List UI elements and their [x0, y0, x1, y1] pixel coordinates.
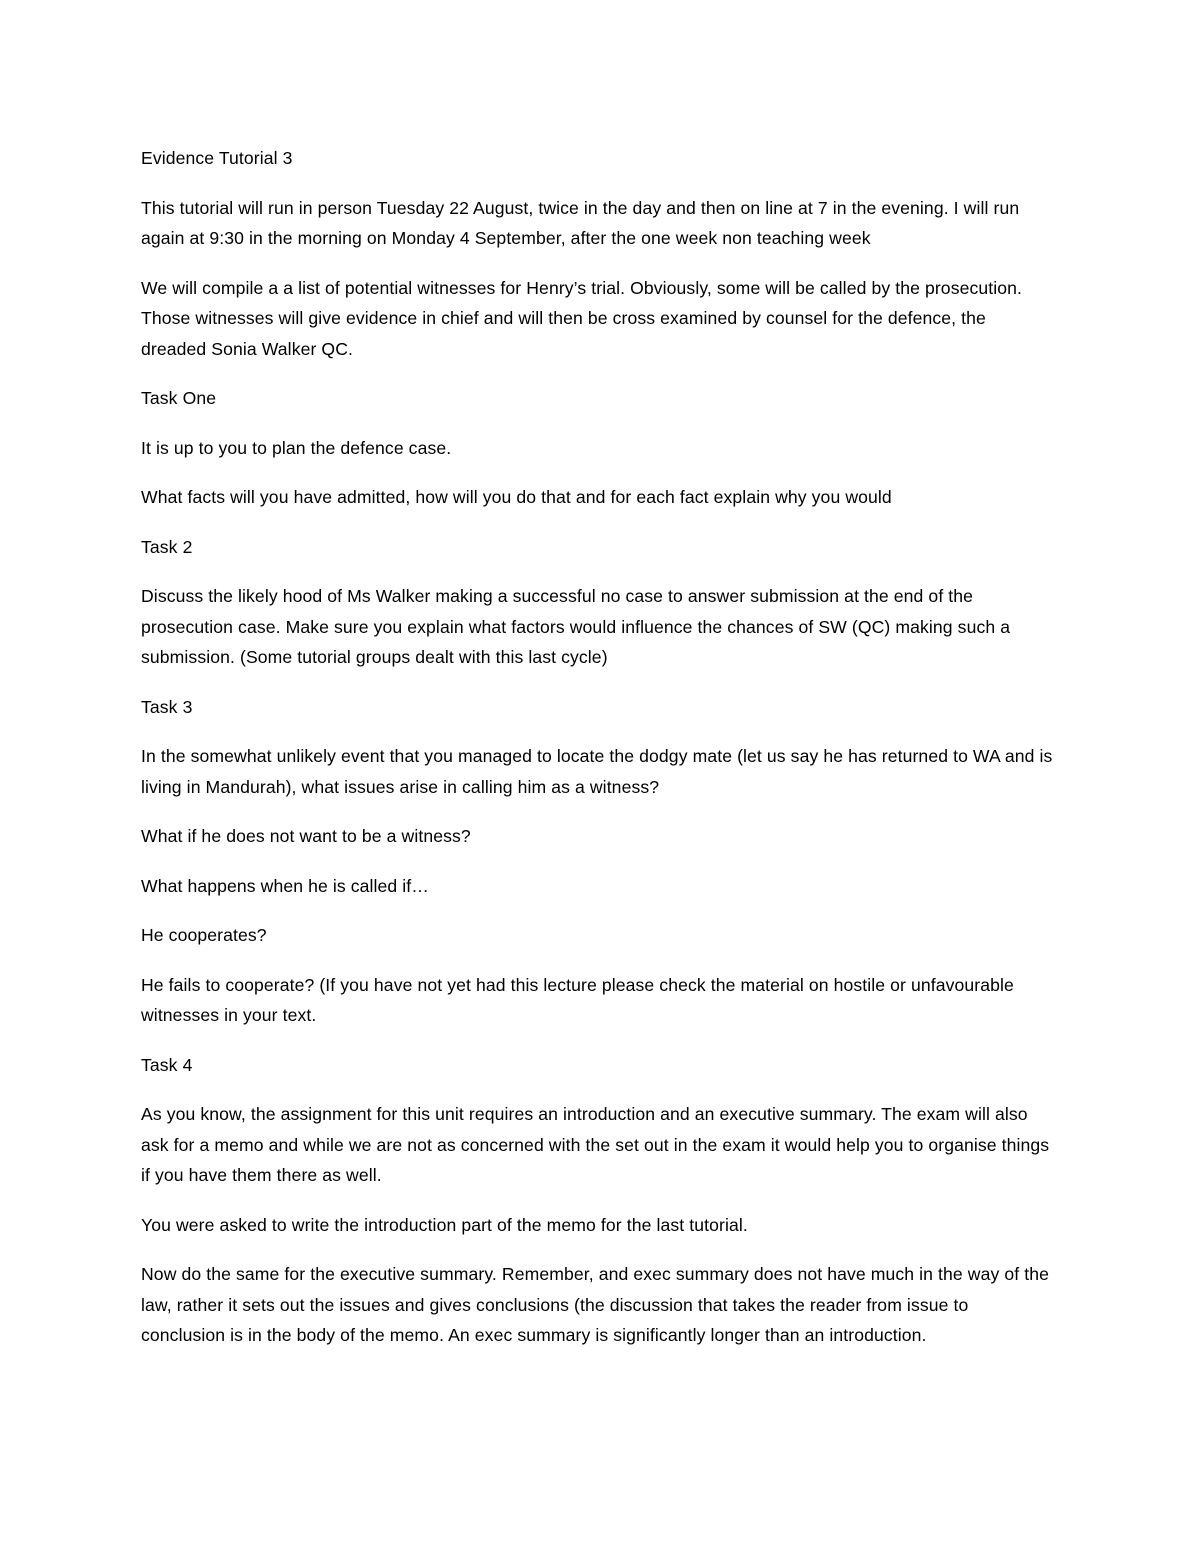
heading-task-one: Task One	[141, 388, 217, 408]
paragraph-schedule: This tutorial will run in person Tuesday 22 August, twice in the day and then on line at 7 in the evening. I will run again at 9:30 in the morning on Monday 4 September, after the one week non teaching week	[141, 197, 1020, 248]
paragraph-facts-admitted: What facts will you have admitted, how will you do that and for each fact explain why you would	[141, 487, 892, 507]
paragraph-assignment: As you know, the assignment for this unit requires an introduction and an executive summary. The exam will also ask for a memo and while we are not as concerned with the set out in the exam it would help you to organise things if you have them there as well.	[141, 1104, 1050, 1185]
paragraph-plan-defence: It is up to you to plan the defence case.	[141, 437, 452, 458]
paragraph-when-called: What happens when he is called if…	[141, 875, 429, 896]
paragraph-no-case-submission: Discuss the likely hood of Ms Walker making a successful no case to answer submission at the end of the prosecution case. Make sure you explain what factors would influence the chances of SW (QC) making such a submission. (Some tutorial groups dealt with this last cycle)	[141, 586, 1011, 667]
heading-task-4: Task 4	[141, 1054, 193, 1075]
paragraph-executive-summary: Now do the same for the executive summary. Remember, and exec summary does not have much in the way of the law, rather it sets out the issues and gives conclusions (the discussion that takes the reader from issue to conclusion is in the body of the memo. An exec summary is significantly longer than an introduction.	[141, 1264, 1049, 1345]
document-title: Evidence Tutorial 3	[141, 148, 293, 168]
paragraph-fails-cooperate: He fails to cooperate? (If you have not yet had this lecture please check the material on hostile or unfavourable witnesses in your text.	[141, 974, 1014, 1025]
paragraph-introduction: You were asked to write the introduction part of the memo for the last tutorial.	[141, 1214, 748, 1235]
paragraph-dodgy-mate: In the somewhat unlikely event that you managed to locate the dodgy mate (let us say he has returned to WA and is living in Mandurah), what issues arise in calling him as a witness?	[141, 746, 1053, 797]
document-body	[141, 143, 1056, 1370]
heading-task-3: Task 3	[141, 696, 193, 717]
paragraph-cooperates: He cooperates?	[141, 925, 267, 945]
paragraph-witnesses: We will compile a a list of potential witnesses for Henry’s trial. Obviously, some will be called by the prosecution. Those witnesses will give evidence in chief and will then be cross examined by counsel for the defence, the dreaded Sonia Walker QC.	[141, 277, 1023, 359]
heading-task-2: Task 2	[141, 536, 193, 557]
paragraph-not-want-witness: What if he does not want to be a witness?	[141, 826, 471, 846]
